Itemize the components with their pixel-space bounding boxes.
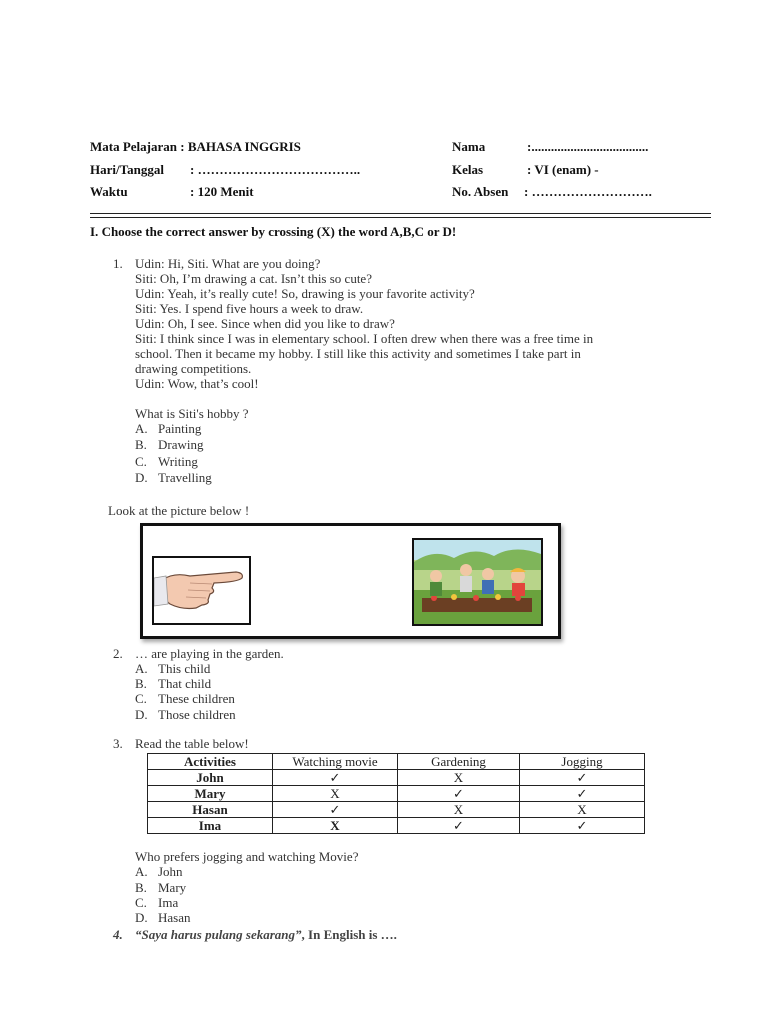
q3-number: 3. <box>113 736 123 751</box>
table-cell: ✓ <box>398 818 520 834</box>
table-header-cell: Gardening <box>398 754 520 770</box>
table-cell: X <box>520 802 645 818</box>
time-value: : 120 Menit <box>190 184 254 199</box>
option-letter: D. <box>135 707 148 722</box>
table-row <box>148 786 645 802</box>
q1-option-d[interactable] <box>135 470 212 486</box>
option-text: These children <box>158 691 235 706</box>
q2-number: 2. <box>113 646 123 661</box>
table-cell: ✓ <box>520 786 645 802</box>
option-text: Drawing <box>158 437 204 452</box>
pointing-hand-image <box>152 556 251 625</box>
option-text: Travelling <box>158 470 212 485</box>
instruction-text: Choose the correct answer by crossing (X) the word A,B,C or D! <box>101 224 457 239</box>
absen-label: No. Absen <box>452 184 509 199</box>
q1-dialogue-line: Siti: Yes. I spend five hours a week to draw. <box>135 301 364 316</box>
option-letter: A. <box>135 864 148 879</box>
table-cell-name: Ima <box>148 818 273 834</box>
class-label: Kelas <box>452 162 484 177</box>
q1-dialogue-line: Udin: Hi, Siti. What are you doing? <box>135 256 321 271</box>
option-text: Those children <box>158 707 236 722</box>
header-rule-bottom <box>90 217 711 218</box>
name-value: :.................................... <box>527 139 649 154</box>
option-text: Ima <box>158 895 179 910</box>
table-cell: X <box>273 786 398 802</box>
table-cell: ✓ <box>273 802 398 818</box>
pointing-hand-icon <box>154 558 249 623</box>
table-header-cell: Jogging <box>520 754 645 770</box>
option-letter: B. <box>135 437 147 452</box>
option-text: Writing <box>158 454 198 469</box>
q3-option-c[interactable] <box>135 895 178 911</box>
subject-label: Mata Pelajaran : BAHASA INGGRIS <box>90 139 301 154</box>
instruction <box>90 224 456 240</box>
date-value: : ……………………………….. <box>190 162 361 177</box>
q1-dialogue-line: Siti: I think since I was in elementary school. I often drew when there was a free time in <box>135 331 594 346</box>
instruction-number: I. <box>90 224 99 239</box>
q3-intro: Read the table below! <box>135 736 249 751</box>
look-at-picture-text: Look at the picture below ! <box>108 503 250 518</box>
option-letter: A. <box>135 661 148 676</box>
table-header-cell: Watching movie <box>273 754 398 770</box>
q2-option-b[interactable] <box>135 676 211 692</box>
class-value: : VI (enam) - <box>527 162 599 177</box>
q3-option-d[interactable] <box>135 910 191 926</box>
table-cell: ✓ <box>520 818 645 834</box>
header-rule-top <box>90 213 711 214</box>
name-label: Nama <box>452 139 486 154</box>
table-header-row <box>148 754 645 770</box>
option-letter: D. <box>135 910 148 925</box>
q1-dialogue-line: Udin: Yeah, it’s really cute! So, drawing is your favorite activity? <box>135 286 475 301</box>
table-cell: X <box>398 802 520 818</box>
q4-rest: , In English is …. <box>301 927 397 942</box>
q1-dialogue-line: school. Then it became my hobby. I still like this activity and sometimes I take part in <box>135 346 581 361</box>
q2-option-c[interactable] <box>135 691 235 707</box>
garden-illustration-icon <box>414 540 541 624</box>
option-letter: A. <box>135 421 148 436</box>
option-letter: C. <box>135 454 147 469</box>
option-text: Painting <box>158 421 202 436</box>
time-label: Waktu <box>90 184 128 199</box>
option-letter: C. <box>135 691 147 706</box>
q3-question: Who prefers jogging and watching Movie? <box>135 849 359 864</box>
activities-table <box>147 753 645 834</box>
q1-dialogue-line: Siti: Oh, I’m drawing a cat. Isn’t this so cute? <box>135 271 372 286</box>
q3-option-b[interactable] <box>135 880 186 896</box>
option-letter: D. <box>135 470 148 485</box>
q1-dialogue-line: drawing competitions. <box>135 361 252 376</box>
q2-option-a[interactable] <box>135 661 210 677</box>
option-letter: C. <box>135 895 147 910</box>
table-cell-name: Hasan <box>148 802 273 818</box>
option-text: This child <box>158 661 211 676</box>
absen-value: : ………………………. <box>524 184 652 199</box>
table-header-cell: Activities <box>148 754 273 770</box>
option-text: John <box>158 864 183 879</box>
table-row <box>148 770 645 786</box>
q1-option-b[interactable] <box>135 437 204 453</box>
q1-option-c[interactable] <box>135 454 198 470</box>
q2-question: … are playing in the garden. <box>135 646 284 661</box>
option-text: Mary <box>158 880 187 895</box>
children-garden-image <box>412 538 543 626</box>
date-label: Hari/Tanggal <box>90 162 164 177</box>
option-letter: B. <box>135 880 147 895</box>
q4-question <box>135 927 397 943</box>
q4-number: 4. <box>113 927 123 942</box>
q4-quote: “Saya harus pulang sekarang” <box>135 927 302 942</box>
table-cell: X <box>398 770 520 786</box>
table-cell-name: John <box>148 770 273 786</box>
option-letter: B. <box>135 676 147 691</box>
table-row <box>148 802 645 818</box>
q1-number: 1. <box>113 256 123 271</box>
table-cell-name: Mary <box>148 786 273 802</box>
table-cell: X <box>273 818 398 834</box>
q1-dialogue-line: Udin: Wow, that’s cool! <box>135 376 259 391</box>
table-cell: ✓ <box>398 786 520 802</box>
option-text: That child <box>158 676 212 691</box>
q1-question: What is Siti's hobby ? <box>135 406 249 421</box>
q2-option-d[interactable] <box>135 707 236 723</box>
q3-option-a[interactable] <box>135 864 183 880</box>
option-text: Hasan <box>158 910 191 925</box>
table-row <box>148 818 645 834</box>
q1-dialogue-line: Udin: Oh, I see. Since when did you like to draw? <box>135 316 395 331</box>
table-cell: ✓ <box>273 770 398 786</box>
q1-option-a[interactable] <box>135 421 201 437</box>
table-cell: ✓ <box>520 770 645 786</box>
